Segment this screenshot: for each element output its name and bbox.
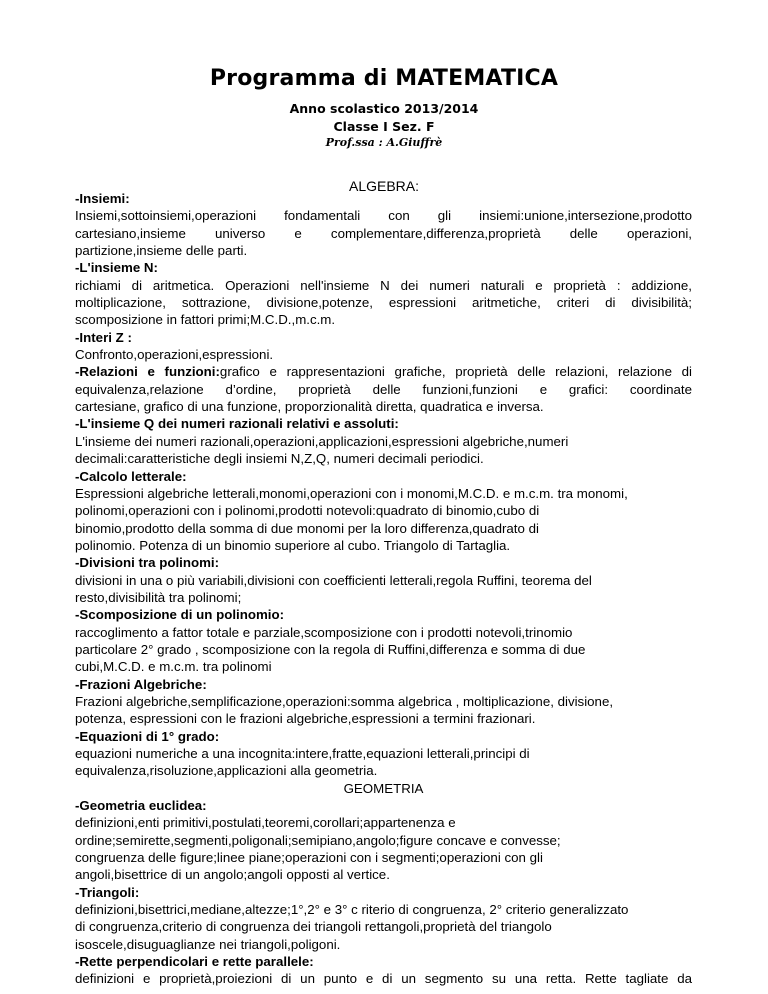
- body-line: polinomio. Potenza di un binomio superiore al cubo. Triangolo di Tartaglia.: [75, 537, 511, 553]
- section-heading: -Rette perpendicolari e rette parallele:: [75, 954, 314, 970]
- body-line: polinomi,operazioni con i polinomi,prodotti notevoli:quadrato di binomio,cubo di: [75, 503, 540, 519]
- program-body: [75, 190, 692, 988]
- body-line: equivalenza,risoluzione,applicazioni alla geometria.: [75, 763, 378, 779]
- body-line: divisioni in una o più variabili,divisioni con coefficienti letterali,regola Ruffini, teorema del: [75, 572, 592, 588]
- body-line: decimali:caratteristiche degli insiemi N,Z,Q, numeri decimali periodici.: [75, 451, 484, 467]
- inline-text: grafico e rappresentazioni grafiche, proprietà delle relazioni, relazione di: [219, 364, 692, 380]
- section-heading: -Interi Z :: [75, 329, 132, 345]
- section-heading: -Insiemi:: [75, 191, 130, 206]
- body-line: equazioni numeriche a una incognita:intere,fratte,equazioni letterali,principi di: [75, 746, 530, 761]
- body-line: binomio,prodotto della somma di due monomi per la loro differenza,quadrato di: [75, 520, 539, 536]
- body-line: di congruenza,criterio di congruenza dei triangoli rettangoli,proprietà del triangolo: [75, 919, 552, 935]
- body-line: definizioni e proprietà,proiezioni di un punto e di un segmento su una retta. Rette tagliate da: [75, 971, 692, 987]
- section-heading: -Frazioni Algebriche:: [75, 676, 207, 692]
- section-heading: -Scomposizione di un polinomio:: [75, 607, 285, 623]
- body-line: ordine;semirette,segmenti,poligonali;semipiano,angolo;figure concave e convesse;: [75, 832, 561, 848]
- section-heading: -L'insieme Q dei numeri razionali relativi e assoluti:: [75, 416, 399, 432]
- body-line: [75, 363, 692, 380]
- body-line: cartesiano,insieme universo e complementare,differenza,proprietà delle operazioni,: [75, 225, 692, 241]
- body-line: raccoglimento a fattor totale e parziale,scomposizione con i prodotti notevoli,trinomio: [75, 624, 573, 640]
- section-heading: -L'insieme N:: [75, 260, 158, 276]
- class-section: Classe I Sez. F: [333, 119, 435, 134]
- body-line: cubi,M.C.D. e m.c.m. tra polinomi: [75, 659, 272, 675]
- body-line: partizione,insieme delle parti.: [75, 243, 248, 259]
- body-line: isoscele,disuguaglianze nei triangoli,poligoni.: [75, 936, 341, 952]
- body-line: congruenza delle figure;linee piane;operazioni con i segmenti;operazioni con gli: [75, 850, 543, 866]
- body-line: scomposizione in fattori primi;M.C.D.,m.c.m.: [75, 312, 336, 328]
- body-line: moltiplicazione, sottrazione, divisione,potenze, espressioni aritmetiche, criteri di divisibilità;: [75, 295, 692, 311]
- body-line: equivalenza,relazione d’ordine, proprietà delle funzioni,funzioni e grafici: coordinate: [75, 381, 692, 397]
- section-heading: -Divisioni tra polinomi:: [75, 555, 220, 571]
- teacher-name: Prof.ssa : A.Giuffrè: [325, 136, 443, 149]
- section-heading: -Equazioni di 1° grado:: [75, 728, 220, 744]
- body-line: angoli,bisettrice di un angolo;angoli opposti al vertice.: [75, 867, 390, 883]
- body-line: L'insieme dei numeri razionali,operazioni,applicazioni,espressioni algebriche,numeri: [75, 433, 569, 449]
- section-heading: -Calcolo letterale:: [75, 468, 187, 484]
- body-line: definizioni,bisettrici,mediane,altezze;1°,2° e 3° c riterio di congruenza, 2° criterio generalizzato: [75, 902, 629, 918]
- body-line: Confronto,operazioni,espressioni.: [75, 347, 274, 363]
- school-year: Anno scolastico 2013/2014: [289, 101, 479, 116]
- section-heading: -Geometria euclidea:: [75, 798, 207, 814]
- body-line: Espressioni algebriche letterali,monomi,operazioni con i monomi,M.C.D. e m.c.m. tra monomi,: [75, 485, 628, 501]
- body-line: potenza, espressioni con le frazioni algebriche,espressioni a termini frazionari.: [75, 711, 536, 727]
- inline-heading: -Relazioni e funzioni:: [75, 364, 220, 380]
- body-line: cartesiane, grafico di una funzione, proporzionalità diretta, quadratica e inversa.: [75, 399, 544, 415]
- section-algebra: ALGEBRA:: [348, 178, 420, 194]
- body-line: resto,divisibilità tra polinomi;: [75, 589, 242, 605]
- body-line: particolare 2° grado , scomposizione con la regola di Ruffini,differenza e somma di due: [75, 641, 586, 657]
- body-line: definizioni,enti primitivi,postulati,teoremi,corollari;appartenenza e: [75, 815, 456, 831]
- body-line: richiami di aritmetica. Operazioni nell'insieme N dei numeri naturali e proprietà : addizione,: [75, 277, 692, 293]
- section-heading: -Triangoli:: [75, 884, 140, 900]
- section-geometria: GEOMETRIA: [343, 780, 424, 796]
- body-line: Frazioni algebriche,semplificazione,operazioni:somma algebrica , moltiplicazione, divisione,: [75, 693, 614, 709]
- body-line: Insiemi,sottoinsiemi,operazioni fondamentali con gli insiemi:unione,intersezione,prodotto: [75, 208, 692, 224]
- document-title: Programma di MATEMATICA: [209, 66, 559, 91]
